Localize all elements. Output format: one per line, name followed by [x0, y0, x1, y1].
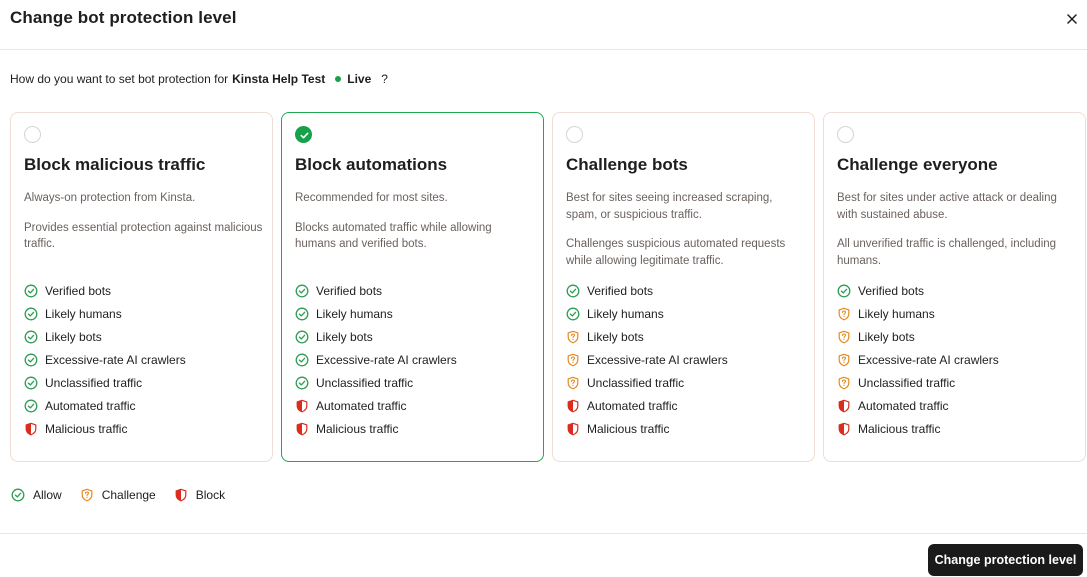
change-protection-level-button[interactable]: Change protection level: [928, 544, 1083, 576]
description-paragraph: Blocks automated traffic while allowing humans and verified bots.: [295, 221, 492, 250]
block-shield-icon: [837, 422, 851, 436]
check-circle-icon: [837, 284, 851, 298]
description-paragraph: Always-on protection from Kinsta.: [24, 192, 196, 204]
check-circle-icon: [11, 488, 25, 502]
description-paragraph: Best for sites under active attack or dealing with sustained abuse.: [837, 192, 1057, 221]
block-shield-icon: [566, 422, 580, 436]
rule-item: [24, 302, 186, 325]
check-circle-icon: [24, 353, 38, 367]
question-shield-icon: [566, 330, 580, 344]
legend-item-allow: [11, 488, 62, 502]
rule-item: [24, 394, 186, 417]
check-circle-icon: [24, 307, 38, 321]
checkmark-icon: [299, 130, 310, 141]
modal-header: [0, 0, 1087, 50]
rule-label: Unclassified traffic: [587, 375, 685, 390]
rule-label: Unclassified traffic: [858, 375, 956, 390]
rule-item: [837, 371, 999, 394]
traffic-rules-list: [24, 279, 186, 440]
modal-footer: [0, 533, 1087, 577]
question-shield-icon: [837, 330, 851, 344]
rule-item: [837, 325, 999, 348]
card-title: Challenge everyone: [837, 155, 998, 174]
rule-item: [295, 348, 457, 371]
live-status-dot: [335, 76, 341, 82]
option-card-block-malicious-traffic[interactable]: [10, 112, 273, 462]
option-card-challenge-bots[interactable]: [552, 112, 815, 462]
rule-item: [295, 325, 457, 348]
rule-item: [24, 348, 186, 371]
radio-button[interactable]: [566, 126, 583, 143]
check-circle-icon: [295, 353, 309, 367]
check-circle-icon: [566, 307, 580, 321]
modal-title: Change bot protection level: [10, 8, 237, 27]
rule-label: Malicious traffic: [587, 421, 670, 436]
rule-item: [295, 394, 457, 417]
radio-button[interactable]: [837, 126, 854, 143]
option-card-challenge-everyone[interactable]: [823, 112, 1086, 462]
rule-label: Likely humans: [316, 306, 393, 321]
rule-label: Likely humans: [45, 306, 122, 321]
block-shield-icon: [295, 399, 309, 413]
check-circle-icon: [295, 376, 309, 390]
card-description: [837, 190, 1077, 269]
rule-item: [24, 417, 186, 440]
question-prefix: How do you want to set bot protection for: [10, 72, 229, 86]
block-shield-icon: [295, 422, 309, 436]
traffic-rules-list: [295, 279, 457, 440]
rule-label: Verified bots: [45, 283, 112, 298]
description-paragraph: Provides essential protection against malicious traffic.: [24, 221, 263, 250]
rule-label: Excessive-rate AI crawlers: [45, 352, 186, 367]
rule-item: [837, 417, 999, 440]
question-suffix: ?: [381, 72, 388, 86]
rule-item: [24, 279, 186, 302]
rule-label: Likely humans: [587, 306, 664, 321]
legend: [11, 488, 243, 502]
check-circle-icon: [295, 284, 309, 298]
legend-label: Allow: [33, 488, 62, 502]
description-paragraph: Challenges suspicious automated requests while allowing legitimate traffic.: [566, 238, 786, 267]
rule-item: [295, 371, 457, 394]
legend-label: Block: [195, 488, 226, 502]
site-name: Kinsta Help Test: [232, 72, 326, 86]
card-description: [566, 190, 806, 269]
status-badge: [329, 70, 377, 88]
rule-label: Verified bots: [316, 283, 383, 298]
rule-item: [566, 325, 728, 348]
rule-label: Likely bots: [316, 329, 373, 344]
rule-item: [837, 348, 999, 371]
card-description: [295, 190, 535, 253]
traffic-rules-list: [837, 279, 999, 440]
rule-item: [566, 371, 728, 394]
block-shield-icon: [174, 488, 188, 502]
rule-label: Automated traffic: [858, 398, 949, 413]
check-circle-icon: [24, 284, 38, 298]
rule-label: Likely bots: [858, 329, 915, 344]
rule-item: [24, 371, 186, 394]
check-circle-icon: [295, 307, 309, 321]
block-shield-icon: [24, 422, 38, 436]
rule-label: Verified bots: [587, 283, 654, 298]
rule-label: Likely humans: [858, 306, 935, 321]
rule-item: [837, 302, 999, 325]
radio-button[interactable]: [295, 126, 312, 143]
card-title: Block automations: [295, 155, 448, 174]
status-label: Live: [347, 72, 372, 86]
rule-item: [295, 302, 457, 325]
check-circle-icon: [24, 330, 38, 344]
question-shield-icon: [566, 353, 580, 367]
rule-label: Malicious traffic: [316, 421, 399, 436]
check-circle-icon: [24, 399, 38, 413]
check-circle-icon: [566, 284, 580, 298]
rule-label: Excessive-rate AI crawlers: [587, 352, 728, 367]
rule-item: [566, 394, 728, 417]
rule-label: Excessive-rate AI crawlers: [858, 352, 999, 367]
rule-label: Likely bots: [45, 329, 102, 344]
card-description: [24, 190, 264, 253]
rule-label: Unclassified traffic: [316, 375, 414, 390]
rule-item: [24, 325, 186, 348]
close-button[interactable]: [1061, 9, 1083, 29]
rule-item: [566, 302, 728, 325]
protection-question: [10, 70, 388, 88]
legend-item-challenge: [80, 488, 156, 502]
block-shield-icon: [837, 399, 851, 413]
question-shield-icon: [80, 488, 94, 502]
rule-label: Excessive-rate AI crawlers: [316, 352, 457, 367]
question-shield-icon: [566, 376, 580, 390]
rule-label: Malicious traffic: [858, 421, 941, 436]
description-paragraph: All unverified traffic is challenged, including humans.: [837, 238, 1057, 267]
legend-label: Challenge: [101, 488, 156, 502]
rule-item: [566, 279, 728, 302]
description-paragraph: Recommended for most sites.: [295, 192, 448, 204]
question-shield-icon: [837, 307, 851, 321]
rule-label: Automated traffic: [45, 398, 136, 413]
check-circle-icon: [24, 376, 38, 390]
rule-label: Unclassified traffic: [45, 375, 143, 390]
rule-item: [837, 394, 999, 417]
rule-label: Likely bots: [587, 329, 644, 344]
option-card-block-automations[interactable]: [281, 112, 544, 462]
check-circle-icon: [295, 330, 309, 344]
description-paragraph: Best for sites seeing increased scraping, spam, or suspicious traffic.: [566, 192, 773, 221]
protection-level-options: [10, 112, 1086, 462]
rule-item: [837, 279, 999, 302]
radio-button[interactable]: [24, 126, 41, 143]
question-shield-icon: [837, 353, 851, 367]
rule-label: Automated traffic: [587, 398, 678, 413]
close-icon: [1067, 14, 1077, 24]
card-title: Challenge bots: [566, 155, 688, 174]
block-shield-icon: [566, 399, 580, 413]
question-shield-icon: [837, 376, 851, 390]
rule-item: [295, 279, 457, 302]
rule-label: Verified bots: [858, 283, 925, 298]
rule-item: [566, 417, 728, 440]
rule-item: [295, 417, 457, 440]
legend-item-block: [174, 488, 225, 502]
traffic-rules-list: [566, 279, 728, 440]
rule-label: Malicious traffic: [45, 421, 128, 436]
rule-label: Automated traffic: [316, 398, 407, 413]
rule-item: [566, 348, 728, 371]
card-title: Block malicious traffic: [24, 155, 206, 174]
